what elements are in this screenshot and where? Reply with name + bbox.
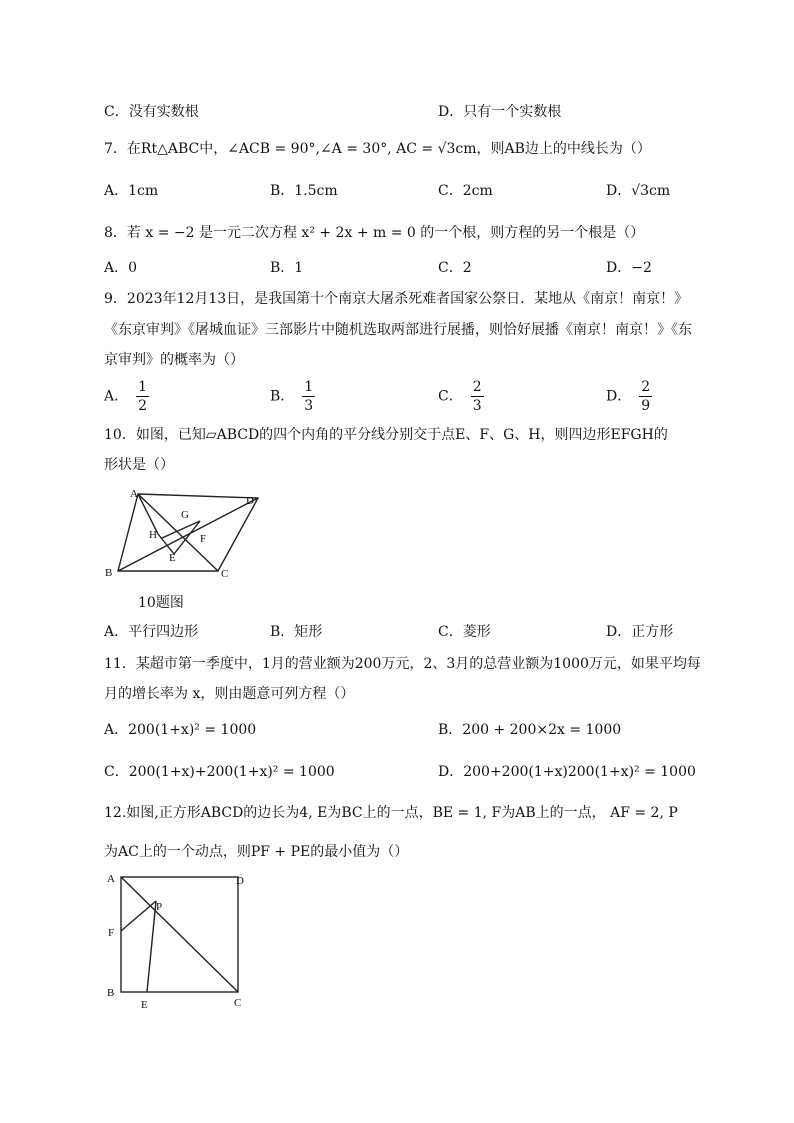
label-b: B bbox=[107, 987, 115, 999]
quadrilateral-efgh bbox=[158, 521, 200, 554]
q8-option-d: D．−2 bbox=[606, 260, 652, 276]
denominator: 3 bbox=[304, 398, 314, 414]
q11-option-a: A．200(1+x)² = 1000 bbox=[104, 722, 257, 738]
fraction bbox=[471, 378, 484, 415]
q7-option-c: C．2cm bbox=[438, 183, 493, 199]
q10-figure-caption: 10题图 bbox=[138, 595, 184, 611]
label-d: D bbox=[236, 875, 244, 887]
q9-stem-line3: 京审判》的概率为（） bbox=[104, 352, 244, 368]
q8-option-c: C．2 bbox=[438, 260, 472, 276]
q11-option-b: B．200 + 200×2x = 1000 bbox=[438, 722, 622, 738]
label-e: E bbox=[169, 552, 176, 564]
q11-option-d: D．200+200(1+x)200(1+x)² = 1000 bbox=[438, 764, 696, 780]
bisector-a-segment bbox=[138, 494, 158, 534]
q11-option-c: C．200(1+x)+200(1+x)² = 1000 bbox=[104, 764, 335, 780]
label-h: H bbox=[149, 529, 157, 541]
q10-stem-line2: 形状是（） bbox=[104, 457, 174, 473]
label-g: G bbox=[181, 509, 189, 521]
q9-option-c bbox=[438, 378, 484, 415]
option-label: C． bbox=[438, 388, 463, 405]
q7-option-d: D．√3cm bbox=[606, 183, 671, 199]
q12-stem-line1: 12.如图,正方形ABCD的边长为4, E为BC上的一点，BE = 1, F为AB上的一点， AF = 2, P bbox=[104, 805, 678, 821]
label-b: B bbox=[105, 567, 113, 579]
q10-option-a: A．平行四边形 bbox=[104, 624, 199, 640]
q9-option-b bbox=[270, 378, 315, 415]
fraction bbox=[136, 378, 149, 415]
label-p: P bbox=[156, 901, 163, 913]
q9-option-d bbox=[606, 378, 652, 415]
q10-option-d: D．正方形 bbox=[606, 624, 674, 640]
q7-stem: 7．在Rt△ABC中，∠ACB = 90°,∠A = 30°, AC = √3cm，则AB边上的中线长为（） bbox=[104, 141, 651, 157]
denominator: 3 bbox=[472, 398, 482, 414]
q7-option-a: A．1cm bbox=[104, 183, 159, 199]
q10-option-c: C．菱形 bbox=[438, 624, 491, 640]
label-f: F bbox=[200, 533, 207, 545]
numerator: 1 bbox=[138, 379, 148, 395]
q7-option-b: B．1.5cm bbox=[270, 183, 338, 199]
q10-parallelogram-figure bbox=[100, 484, 265, 584]
option-label: B． bbox=[270, 388, 295, 405]
label-c: C bbox=[234, 997, 242, 1009]
q12-square-figure bbox=[100, 866, 255, 1011]
q8-option-a: A．0 bbox=[104, 260, 138, 276]
label-d: D bbox=[246, 495, 254, 507]
fraction bbox=[639, 378, 652, 415]
label-a: A bbox=[130, 488, 138, 500]
diagonal-ac bbox=[121, 877, 238, 992]
denominator: 9 bbox=[641, 398, 651, 414]
q9-option-a bbox=[104, 378, 149, 415]
numerator: 1 bbox=[304, 379, 314, 395]
q9-stem-line2: 《东京审判》《屠城血证》三部影片中随机选取两部进行展播，则恰好展播《南京！南京！》《东 bbox=[104, 322, 692, 338]
label-a: A bbox=[107, 873, 115, 885]
q6-option-c: C．没有实数根 bbox=[104, 104, 199, 120]
numerator: 2 bbox=[472, 379, 482, 395]
option-label: A． bbox=[104, 388, 129, 405]
label-e: E bbox=[141, 999, 148, 1011]
q11-stem-line2: 月的增长率为 x，则由题意可列方程（） bbox=[104, 686, 355, 702]
q8-option-b: B．1 bbox=[270, 260, 304, 276]
q6-option-d: D．只有一个实数根 bbox=[438, 104, 562, 120]
segment-pf bbox=[121, 901, 156, 931]
q8-stem: 8．若 x = −2 是一元二次方程 x² + 2x + m = 0 的一个根，则方程的另一个根是（） bbox=[104, 225, 645, 241]
label-f: F bbox=[108, 927, 115, 939]
segment-pe bbox=[147, 901, 156, 992]
q12-stem-line2: 为AC上的一个动点，则PF + PE的最小值为（） bbox=[104, 844, 409, 860]
label-c: C bbox=[221, 568, 229, 580]
q11-stem-line1: 11．某超市第一季度中，1月的营业额为200万元，2、3月的总营业额为1000万元，如果平均每 bbox=[104, 656, 701, 672]
fraction bbox=[302, 378, 315, 415]
denominator: 2 bbox=[138, 398, 148, 414]
q10-stem-line1: 10．如图，已知▱ABCD的四个内角的平分线分别交于点E、F、G、H，则四边形EFGH的 bbox=[104, 427, 668, 443]
q9-stem-line1: 9．2023年12月13日，是我国第十个南京大屠杀死难者国家公祭日．某地从《南京！南京！》 bbox=[104, 291, 689, 307]
numerator: 2 bbox=[641, 379, 651, 395]
option-label: D． bbox=[606, 388, 632, 405]
q10-option-b: B．矩形 bbox=[270, 624, 323, 640]
